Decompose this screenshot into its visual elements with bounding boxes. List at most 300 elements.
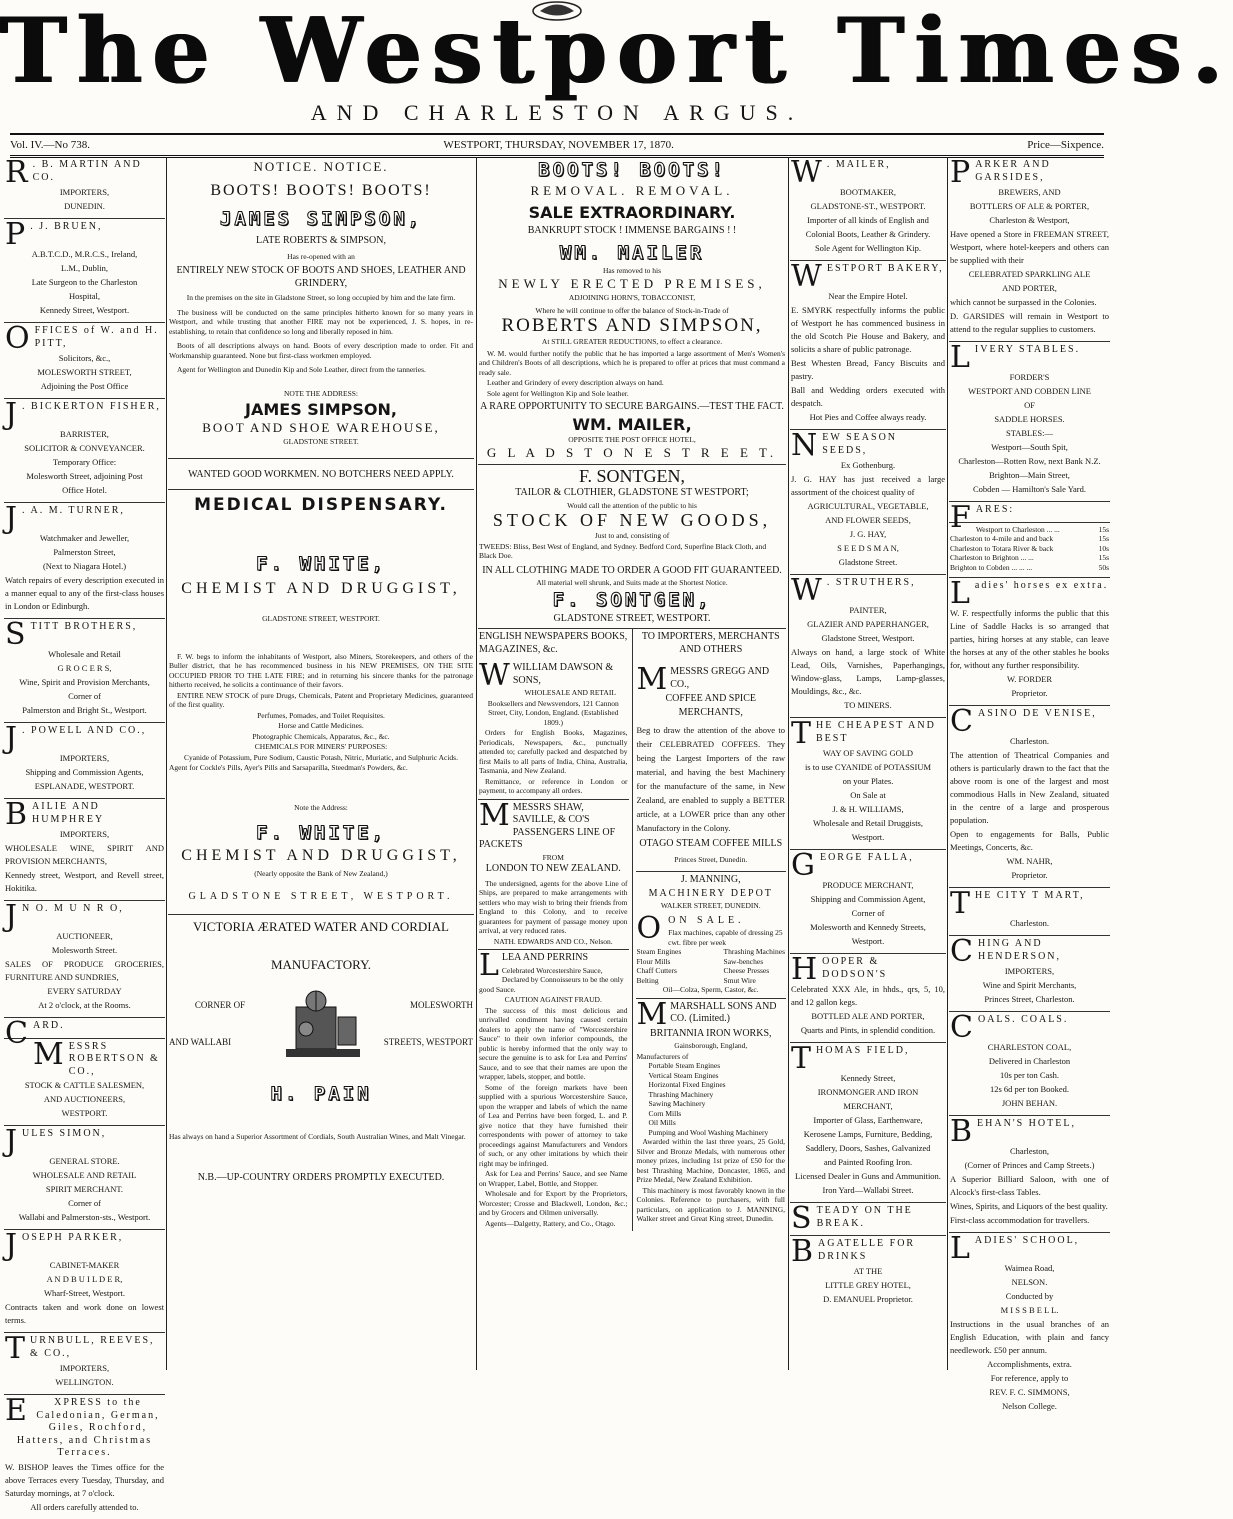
advert-line: A N D B U I L D E R, [46,1274,123,1284]
horse-line: Horse and Cattle Medicines. [278,721,364,730]
manufacture-item: Sawing Machinery [648,1099,706,1108]
advert-fares [949,523,1110,579]
advert-heading-text: . B. MARTIN AND CO. [32,159,142,183]
corner-of: CORNER OF [194,999,246,1010]
manufacturers-label: Manufacturers of [636,1051,689,1061]
shaw-heading: MESSRS SHAW, SAVILLE, & CO'S PASSENGERS LINE OF PACKETS [479,801,616,850]
issue-price: Price—Sixpence. [1027,139,1104,151]
simpson-bold-name: JAMES SIMPSON, [245,400,397,419]
adjoining-line: ADJOINING HORN'S, TOBACCONIST, [568,293,696,302]
column-rule [947,157,948,1370]
advert-line: MOLESWORTH STREET, [37,367,132,377]
advert-heading [5,1393,164,1460]
advert-casino [949,706,1110,888]
advert-struthers [790,575,946,718]
advert-line: Proprietor. [1011,688,1048,698]
advert-card [4,1016,165,1051]
lea-body: The success of this most delicious and unrivalled condiment having caused certain dealers to apply the name of "Worcestershire Sauce" to their own inferior compounds, the public is hereby informed that the only way to secure the genuine is to ask for Lea and Perrins' Sauce, and to see that their names are upon the wrapper, labels, stopper, and bottle. [479,1005,628,1081]
notice-heading: NOTICE. NOTICE. [253,159,389,174]
advert-line: Charleston—Rotten Row, next Bank N.Z. [958,456,1101,466]
advert-line: IMPORTERS, [1004,966,1055,976]
drop-cap: G [791,848,817,883]
advert-line: BOOTMAKER, [840,187,896,197]
advert-express [4,1395,165,1519]
descriptions-text: Boots of all descriptions always on hand. Boots of every description made to order. Fit and Workmanship guaranteed. None but first-class workmen employed. [169,341,473,360]
advert-line: CHARLESTON COAL, [987,1042,1072,1052]
advert-line: 12s 6d per ton Booked. [989,1084,1070,1094]
manufactures-list [637,1061,786,1137]
tailor-line: TAILOR & CLOTHIER, GLADSTONE ST WESTPORT; [515,487,749,498]
advert-heading [791,1201,945,1236]
mailer-name-2: WM. MAILER, [572,414,692,434]
machinery-item: Cheese Presses [723,966,770,975]
advert-heading-text: ARD. [32,1020,65,1031]
advert-line: E. SMYRK respectfully informs the public of Westport he has commenced business in the old Scotch Pie House and Bakery, and solicits a share of public patronage. [791,305,945,354]
column-rule [166,157,167,1370]
cockle-line: Agent for Cockle's Pills, Ayer's Pills and Sarsaparilla, Steedman's Powders, &c. [169,763,408,772]
advert-line: Wines, Spirits, and Liquors of the best quality. [950,1201,1108,1211]
advert-line: Wholesale and Retail Druggists, [812,818,923,828]
column-2 [168,157,474,1370]
advert-heading [5,617,164,652]
advert-martin [4,157,165,219]
gladstone-street-4: GLADSTONE STREET, WESTPORT. [553,612,711,624]
advert-line: Molesworth Street. [51,945,118,955]
advert-line: SALES OF PRODUCE GROCERIES, FURNITURE AND SUNDRIES, [5,959,164,982]
fare-price: 10s [1098,543,1109,553]
chemist-heading-2: CHEMIST AND DRUGGIST, [181,847,461,864]
removed-line: Has removed to his [602,265,662,275]
drop-cap: L [950,340,972,375]
advert-turner [4,503,165,619]
advert-line: Delivered in Charleston [988,1056,1071,1066]
gregg-body: Beg to draw the attention of the above to their CELEBRATED COFFEES. They being the Largest Importers of the raw material, and having the best Machinery for the manufacture of the same, in New Zealand, are enabled to supply a BETTER article, at a LOWER price than any other Manufactory in the Colony. [636,725,785,833]
drop-cap: C [950,1010,975,1045]
advert-line: Ex Gothenburg. [840,460,896,470]
advert-line: which cannot be surpassed in the Colonies. [950,297,1097,307]
drop-cap: J [5,501,20,536]
advert-lea-perrins: LLEA AND PERRINS Celebrated Worcestershire Sauce, Declared by Connoisseurs to be the only good Sauce. CAUTION AGAINST FRAUD. The success of this most delicious and unrivalled condiment having caused certain dealers to apply the name of "Worcestershire Sauce" to their own inferior compounds, the public is hereby informed that the only way to secure the genuine is to ask for Lea and Perrins' Sauce, and to see that their names are upon the wrapper, labels, stopper, and bottle. Some of the foreign markets have been supplied with a spurious Worcestershire Sauce, upon the wrapper and labels of which the name of Lea and Perrins have been forged, L. and P. give notice that they have furnished their correspondents with power of attorney to take proceedings against Manufacturers and Vendors of such, or any other imitations by which their right may be infringed. Ask for Lea and Perrins' Sauce, and see Name on Wrapper, Label, Bottle, and Stopper. Wholesale and for Export by the Proprietors, Worcester; Crosse and Blackwell, London, &c.; and by Grocers and Oilmen universally. Agents—Dalgetty, Rattery, and Co., Otago. [479,948,628,1228]
advert-pitt [4,323,165,399]
walker-street: WALKER STREET, DUNEDIN. [660,901,761,910]
advert-ching [949,936,1110,1012]
advert-heading-text: . MAILER, [826,159,891,170]
advert-heading [5,1016,164,1051]
coffee-heading: COFFEE AND SPICE [665,693,757,704]
advert-line: Charleston & Westport, [989,215,1070,225]
drop-cap: F [950,500,973,535]
streets-westport: STREETS, WESTPORT [383,1037,473,1047]
advert-heading [950,886,1109,921]
advert-line: Corner of [68,1198,101,1208]
advert-heading-text: HING AND HENDERSON, [977,938,1062,962]
advert-heading [791,573,945,608]
volume-number: Vol. IV.—No 738. [10,139,90,151]
shaw-body: The undersigned, agents for the above Line of Ships, are prepared to make arrangements with settlers who may wish to bring their friends from England to this Colony, and to receive guarantees for payment of passage money upon arrival, at very reduced rates. [479,878,628,935]
leather-line: Leather and Grindery of every description always on hand. [487,378,664,387]
advert-line: First-class accommodation for travellers. [950,1215,1090,1225]
advert-line: LITTLE GREY HOTEL, [825,1280,911,1290]
importers-heading: TO IMPORTERS, MERCHANTS AND OTHERS [641,631,780,655]
boots-heading-2: BOOTS! BOOTS! [538,159,726,181]
advert-line: WHOLESALE AND RETAIL [32,1170,137,1180]
drop-cap: H [791,952,820,987]
drop-cap: L [950,1231,972,1266]
sontgen-name-2: F. SONTGEN, [552,588,712,611]
advert-hooper [790,954,946,1043]
drop-cap: W [791,155,824,190]
tweeds-line: TWEEDS: Bliss, Best West of England, and Sydney. Bedford Cord, Superfine Black Cloth, and Black Doe. [479,541,767,560]
advert-parker [4,1230,165,1333]
reopened-text: Has re-opened with an [287,251,355,261]
advert-line: BREWERS, AND [998,187,1061,197]
manufactory-heading: MANUFACTORY. [270,957,372,972]
gregg-name: MESSRS GREGG AND CO., [670,666,770,690]
drop-cap: P [5,217,28,252]
drop-cap: J [5,721,20,756]
drop-cap: T [791,716,814,751]
advert-heading-text: EORGE FALLA, [819,852,914,863]
advert-simpson [168,157,474,459]
advert-heading [791,716,945,751]
advert-line: Best Whesten Bread, Fancy Biscuits and pastry. [791,358,945,381]
advert-line: WESTPORT AND COBDEN LINE [968,386,1091,396]
sale-heading: SALE EXTRAORDINARY. [528,203,736,222]
drop-cap: C [5,1016,30,1051]
advert-line: A Superior Billiard Saloon, with one of Alcock's first-class Tables. [950,1174,1109,1197]
advert-line: Molesworth Street, adjoining Post [26,471,143,481]
white-body: F. W. begs to inform the inhabitants of Westport, also Miners, Storekeepers, and others of the Buller district, that he has recommenced business in his NEW PREMISES, ON THE SITE OCCUPIED PRIOR TO THE LATE FIRE; and in returning his sincere thanks for the patronage hitherto received, he solicits a continuance of their favors. [169,651,473,689]
newspaper-subtitle: AND CHARLESTON ARGUS. [310,100,804,125]
advert-heading-text: . J. BRUEN, [30,221,103,232]
column-3 [478,157,786,1370]
white-stock: ENTIRE NEW STOCK of pure Drugs, Chemicals, Patent and Proprietary Medicines, guaranteed of the first quality. [169,690,473,709]
advert-heading-text: ARES: [975,504,1015,515]
advert-line: WM. NAHR, [1006,856,1053,866]
advert-mailer [790,157,946,261]
white-name: F. WHITE, [256,553,386,575]
advert-wanted [168,459,474,491]
advert-pain [168,915,474,1187]
sontgen-name: F. SONTGEN, [578,466,686,486]
advert-line: IMPORTERS, [59,1363,110,1373]
advert-line: (Corner of Princes and Camp Streets.) [964,1160,1095,1170]
machinery-item: Steam Engines [636,947,682,956]
advert-line: Charleston. [1010,736,1049,746]
machinery-list [637,947,786,985]
advert-heading-text: AGATELLE FOR DRINKS [818,1238,916,1262]
advert-line: AND PORTER, [1002,283,1057,293]
advert-line: AND FLOWER SEEDS, [825,515,911,525]
gladstone-street-2: GLADSTONE STREET, WESTPORT. [188,890,454,902]
advert-heading-text: . BICKERTON FISHER, [22,401,161,412]
advert-line: Westport. [851,936,885,946]
dawson-body: Booksellers and Newsvendors, 121 Cannon Street, City, London, England. (Established 1809.) [487,698,619,727]
advert-bruen [4,219,165,323]
advert-heading [950,340,1109,375]
advert-heading [5,1331,164,1366]
lea-sub: Celebrated Worcestershire Sauce, Declared by Connoisseurs to be the only good Sauce. [479,965,624,994]
advert-line: Have opened a Store in FREEMAN STREET, Westport, where hotel-keepers and others can be supplied with their [950,229,1109,265]
on-sale: ON SALE. [668,914,745,926]
advert-heading-text: ULES SIMON, [22,1128,107,1139]
advert-line: Licensed Dealer in Guns and Ammunition. [795,1171,941,1181]
advert-coals [949,1012,1110,1116]
advert-line: Corner of [851,908,885,918]
where-line: Where he will continue to offer the balance of Stock-in-Trade of [535,305,729,315]
mailer-name: WM. MAILER [559,241,705,264]
princes-street: Princes Street, Dunedin. [674,854,748,864]
advert-line: Adjoining the Post Office [40,381,129,391]
advert-manning: J. MANNING, MACHINERY DEPOT WALKER STREET, DUNEDIN. OON SALE. Flax machines, capable of dressing 25 cwt. fibre per week Steam Engines Flour Mills Chaff Cutters Belting Thrashing Machines Saw-benches Cheese Presses Smut Wire Oil—Colza, Sperm, Castor, &c. [636,872,787,999]
advert-heading [791,848,945,883]
advert-line: Charleston, [1010,1146,1049,1156]
advert-line: GLAZIER AND PAPERHANGER, [807,619,929,629]
white-address: GLADSTONE STREET, WESTPORT. [262,614,380,623]
bankrupt-line: BANKRUPT STOCK ! IMMENSE BARGAINS ! ! [527,225,737,236]
advert-heading [5,501,164,536]
advert-line: Kennedy Street, [840,1073,896,1083]
former-firm: LATE ROBERTS & SIMPSON, [256,235,386,246]
advert-williams [790,718,946,850]
advert-line: Corner of [68,691,101,701]
advert-line: WHOLESALE WINE, SPIRIT AND PROVISION MERCHANTS, [5,843,164,866]
advert-shaw: MMESSRS SHAW, SAVILLE, & CO'S PASSENGERS LINE OF PACKETS FROM LONDON TO NEW ZEALAND. The undersigned, agents for the above Line of Ships, are prepared to make arrangements with settlers who may wish to bring their friends from England to this Colony, and to receive guarantees for payment of passage money upon arrival, at very reduced rates. NATH. EDWARDS AND CO., Nelson. [478,800,629,951]
advert-powell [4,723,165,799]
manufacture-item: Portable Steam Engines [648,1061,721,1070]
drop-cap: W [791,259,824,294]
advert-heading [5,321,164,356]
advert-line: W. BISHOP leaves the Times office for the above Terraces every Tuesday, Thursday, and Saturday mornings, at 7 o'clock. [5,1461,164,1498]
advert-line: Molesworth and Kennedy Streets, [810,922,926,932]
advert-line: Brighton—Main Street, [989,470,1070,480]
white-name-2: F. WHITE, [256,822,386,844]
manning-name: J. MANNING, [680,874,741,885]
advert-line: Contracts taken and work done on lowest terms. [5,1302,164,1325]
advert-line: Importer of all kinds of English and [807,215,929,225]
advert-heading-text: TITT BROTHERS, [30,621,138,632]
remittance: Remittance, or reference in London or payment, to accompany all orders. [479,776,628,795]
fare-route: Westport to Charleston ... ... [975,524,1060,534]
shrunk-line: All material well shrunk, and Suits made at the Shortest Notice. [536,578,728,587]
advert-line: GLADSTONE-ST., WESTPORT. [810,201,926,211]
column-rule [788,157,789,1370]
advert-line: JOHN BEHAN. [1001,1098,1058,1108]
advert-line: Conducted by [1005,1291,1054,1301]
advert-line: Temporary Office: [52,457,117,467]
advert-heading [5,155,164,190]
nath-edwards: NATH. EDWARDS AND CO., Nelson. [493,936,613,946]
business-text: The business will be conducted on the same principles hitherto known for so many years in Westport, and while trusting that another FIRE may not be experienced, J. S. hopes, in re-establishing, to retain that confidence so long and liberally reposed in him. [169,307,473,336]
advert-heading-text: adies' horses ex extra. [974,580,1109,591]
drop-cap: T [791,1041,814,1076]
advert-line: CELEBRATED SPARKLING ALE [968,269,1091,279]
advert-munro [4,901,165,1018]
fare-route: Charleston to Totara River & back [950,543,1054,553]
advert-gregg: TO IMPORTERS, MERCHANTS AND OTHERS MMESSRS GREGG AND CO., COFFEE AND SPICE MERCHANTS, Beg to draw the attention of the above to their CELEBRATED COFFEES. They being the Largest Importers of the raw material, and having the best Machinery for the manufacture of the same, in New Zealand, are enabled to supply a BETTER article, at a LOWER price than any other Manufactory in the Colony. OTAGO STEAM COFFEE MILLS Princes Street, Dunedin. [636,629,787,872]
manufacture-item: Horizontal Fixed Engines [648,1080,726,1089]
fare-price: 50s [1098,562,1109,572]
machinery-item: Belting [636,975,659,985]
advert-line: Shipping and Commission Agent, [810,894,926,904]
advert-heading [950,576,1109,611]
machinery-item: Saw-benches [723,956,764,966]
drop-cap: S [791,1201,814,1236]
advert-stitt [4,619,165,723]
advert-line: At 2 o'clock, at the Rooms. [38,1000,131,1010]
stock-goods: STOCK OF NEW GOODS, [492,510,772,530]
advert-line: W. F. respectfully informs the public that this Line of Saddle Hacks is so arranged that parties, hiring horses at any stable, can leave the horses at any of the other stables he books for, without any further responsibility. [950,608,1109,670]
manufacture-item: Oil Mills [648,1118,676,1127]
flax-line: Flax machines, capable of dressing 25 cwt. fibre per week [668,928,783,947]
advert-heading [791,428,945,463]
advert-robertson [4,1036,165,1127]
simpson-name: JAMES SIMPSON, [219,208,423,230]
advert-mailer-boots [478,157,786,465]
advert-line: BARRISTER, [60,429,109,439]
advert-line: On Sale at [850,790,886,800]
oil-line: Oil—Colza, Sperm, Castor, &c. [662,985,759,994]
advert-heading [5,797,164,832]
advert-heading-text: URNBULL, REEVES, & CO., [30,1335,155,1359]
advert-line: SOLICITOR & CONVEYANCER. [24,443,145,453]
roberts-simpson: ROBERTS AND SIMPSON, [501,315,763,336]
dispensary-heading: MEDICAL DISPENSARY. [194,495,448,515]
advert-line: 10s per ton Cash. [999,1070,1060,1080]
fare-price: 15s [1098,553,1109,562]
advert-heading [950,934,1109,969]
advert-heading [950,1010,1109,1045]
wholesale-line: Wholesale and for Export by the Proprietors, Worcester; Crosse and Blackwell, London, &c.; and by Grocers and Oilmen universally. [479,1189,628,1217]
advert-line: Kennedy Street, Westport. [39,305,130,315]
advert-simon [4,1126,165,1230]
advert-heading [791,1234,945,1269]
advert-heading [950,1114,1109,1149]
advert-line: Charleston. [1010,918,1049,928]
advert-heading [791,155,945,190]
note-address: NOTE THE ADDRESS: [283,388,359,398]
merchants-heading: MERCHANTS, [678,706,743,718]
boots-heading: BOOTS! BOOTS! BOOTS! [210,182,432,199]
dawson-sub: WHOLESALE AND RETAIL [524,688,616,697]
advert-line: Near the Empire Hotel. [828,291,908,301]
drop-cap: C [950,704,975,739]
advert-line: Colonial Boots, Leather & Grindery. [805,229,931,239]
opposite-post-office: OPPOSITE THE POST OFFICE HOTEL, [568,434,696,444]
advert-line: Gladstone Street. [838,557,898,567]
advert-line: The attention of Theatrical Companies and others is particularly drawn to the fact that the above room is one of the largest and most commodious Halls in New Zealand, situated in the centre of a large and prosperous population. [950,750,1109,825]
advert-line: Palmerston and Bright St., Westport. [22,705,147,715]
column-5 [949,155,1110,1411]
advert-heading [5,899,164,934]
drop-cap: C [950,934,975,969]
up-country-note: N.B.—UP-COUNTRY ORDERS PROMPTLY EXECUTED. [197,1171,445,1183]
advert-line: NELSON. [1011,1277,1048,1287]
advert-line: S E E D S M A N, [837,543,899,553]
fare-row [950,534,1109,544]
advert-heading-text: AILIE AND HUMPHREY [32,801,105,825]
advert-line: Sole Agent for Wellington Kip. [814,243,922,253]
machinery-depot: MACHINERY DEPOT [648,887,773,899]
fare-price: 15s [1098,534,1109,543]
machinery-item: Flour Mills [636,956,671,966]
advert-heading-text: ARKER AND GARSIDES, [975,159,1051,183]
advert-heading-text: EW SEASON SEEDS, [822,432,898,456]
advert-line: Accomplishments, extra. [987,1359,1072,1369]
advert-line: OF [1024,400,1035,410]
lea-body-2: Some of the foreign markets have been supplied with a spurious Worcestershire Sauce, upon the wrapper and labels of which the name of Lea and Perrins have been forged, L. and P. give notice that they have furnished their correspondents with power of attorney to take proceedings against Manufacturers and Vendors of such, or any other imitations by which their right may be infringed. [479,1082,628,1168]
advert-line: MERCHANT, [843,1101,893,1111]
marshall-name: MARSHALL SONS AND CO. (Limited.) [670,1000,777,1024]
drop-cap: T [5,1331,28,1366]
advert-heading-text: HOMAS FIELD, [816,1045,910,1056]
newspaper-title: The Westport Times. [0,0,1233,104]
advert-heading-text: TEADY ON THE BREAK. [816,1205,913,1229]
advert-line: AT THE [853,1266,883,1276]
drop-cap: B [5,797,30,832]
advert-line: EVERY SATURDAY [47,986,122,996]
drop-cap: M [32,1036,66,1072]
drop-cap: J [5,1124,20,1159]
advert-sontgen [478,465,786,629]
advert-line: Always on hand, a large stock of White Lead, Oils, Varnishes, Paperhangings, Window-glass, Lamps, Lamp-glasses, Mouldings, &c., &c. [791,647,945,696]
advert-line: Wine and Spirit Merchants, [982,980,1077,990]
advert-garsides [949,157,1110,342]
advert-heading [5,1228,164,1263]
agents-line: Agents—Dalgetty, Rattery, and Co., Otago. [485,1218,616,1228]
advert-heading-text: HE CITY T MART, [975,890,1085,901]
chemicals-heading: CHEMICALS FOR MINERS' PURPOSES: [254,742,388,751]
notify-text: W. M. would further notify the public that he has imported a large assortment of Men's Women's and Children's Boots of all descriptions, which he is prepared to offer at prices that must command a ready sale. [479,348,785,377]
advert-line: Iron Yard—Wallabi Street. [822,1185,914,1195]
photo-line: Photographic Chemicals, Apparatus, &c., &c. [252,731,390,741]
advert-behan [949,1116,1110,1233]
sole-agent-line: Sole agent for Wellington Kip and Sole leather. [487,388,629,398]
advert-line: (Next to Niagara Hotel.) [42,561,127,571]
favorably-text: This machinery is most favorably known in the Colonies. Reference to purchasers, with full particulars, on application to J. MANNING, Walker street and Great King street, Dunedin. [636,1185,785,1223]
advert-line: Quarts and Pints, in splendid condition. [800,1025,936,1035]
advert-line: Wallabi and Palmerston-sts., Westport. [18,1212,151,1222]
from-label: FROM [542,852,564,862]
advert-field [790,1043,946,1203]
removal-heading: REMOVAL. REMOVAL. [530,183,734,198]
fare-route: Charleston to Brighton ... ... [950,553,1034,562]
advert-school [949,1233,1110,1418]
drop-cap: O [5,321,32,356]
advert-line: G R O C E R S, [57,663,112,673]
machine-engraving-icon [271,987,371,1061]
agent-text: Agent for Wellington and Dunedin Kip and Sole Leather, direct from the tanneries. [177,365,426,374]
advert-line: D. GARSIDES will remain in Westport to attend to the regular supplies to customers. [950,311,1109,334]
advert-line: For reference, apply to [990,1373,1069,1383]
advert-line: Nelson College. [1002,1401,1057,1411]
advert-line: REV. F. C. SIMMONS, [989,1387,1070,1397]
advert-line: STOCK & CATTLE SALESMEN, [24,1080,145,1090]
advert-line: Proprietor. [1011,870,1048,880]
advert-heading-text: EHAN'S HOTEL, [977,1118,1076,1129]
clothing-line: IN ALL CLOTHING MADE TO ORDER A GOOD FIT GUARANTEED. [482,564,782,576]
manufacture-item: Corn Mills [648,1108,682,1118]
advert-line: Saddlery, Doors, Sashes, Galvanized [805,1143,931,1153]
advert-line: M I S S B E L L. [1000,1305,1059,1315]
advert-heading-text: OALS. COALS. [977,1014,1069,1025]
drop-cap: T [950,886,973,921]
dawson-name: WILLIAM DAWSON & SONS, [512,662,614,686]
machinery-item: Chaff Cutters [636,966,677,975]
advert-line: PAINTER, [849,605,887,615]
drop-cap: W [791,573,824,608]
advert-line: J. & H. WILLIAMS, [832,804,904,814]
